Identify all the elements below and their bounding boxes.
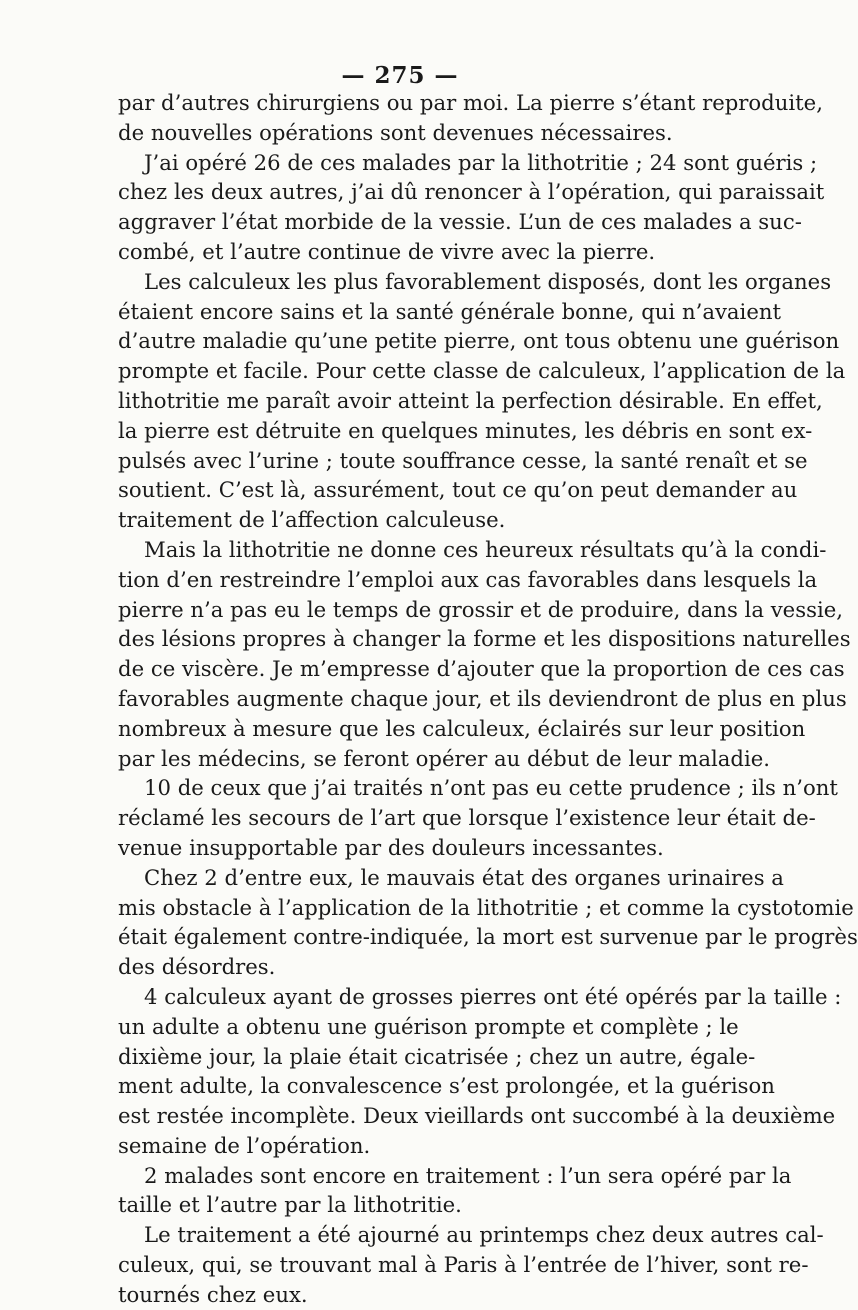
text-line: dixième jour, la plaie était cicatrisée ; chez un autre, égale- xyxy=(118,1043,756,1069)
text-line: tournés chez eux. xyxy=(118,1281,308,1307)
text-line: 4 calculeux ayant de grosses pierres ont été opérés par la taille : xyxy=(144,983,842,1009)
paragraph xyxy=(118,773,838,862)
text-line: d’autre maladie qu’une petite pierre, ont tous obtenu une guérison xyxy=(118,328,840,354)
text-line: semaine de l’opération. xyxy=(118,1132,371,1158)
text-line: Le traitement a été ajourné au printemps chez deux autres cal- xyxy=(144,1222,824,1248)
text-line: culeux, qui, se trouvant mal à Paris à l’entrée de l’hiver, sont re- xyxy=(118,1252,809,1278)
text-line: est restée incomplète. Deux vieillards ont succombé à la deuxième xyxy=(118,1103,836,1129)
text-line: pulsés avec l’urine ; toute souffrance cesse, la santé renaît et se xyxy=(118,447,808,473)
text-line: Mais la lithotritie ne donne ces heureux résultats qu’à la condi- xyxy=(144,536,827,562)
text-line: Les calculeux les plus favorablement disposés, dont les organes xyxy=(144,268,832,294)
paragraph xyxy=(118,1220,824,1309)
paragraph xyxy=(118,148,825,267)
text-line: pierre n’a pas eu le temps de grossir et de produire, dans la vessie, xyxy=(118,596,843,622)
text-line: lithotritie me paraît avoir atteint la perfection désirable. En effet, xyxy=(118,387,823,413)
text-line: de ce viscère. Je m’empresse d’ajouter que la proportion de ces cas xyxy=(118,656,845,682)
text-line: étaient encore sains et la santé générale bonne, qui n’avaient xyxy=(118,298,782,324)
text-line: tion d’en restreindre l’emploi aux cas favorables dans lesquels la xyxy=(118,566,818,592)
paragraph xyxy=(118,863,858,982)
text-line: favorables augmente chaque jour, et ils deviendront de plus en plus xyxy=(118,685,847,711)
text-line: chez les deux autres, j’ai dû renoncer à l’opération, qui paraissait xyxy=(118,179,825,205)
text-line: nombreux à mesure que les calculeux, éclairés sur leur position xyxy=(118,715,806,741)
paragraph xyxy=(118,267,846,535)
paragraph xyxy=(118,1161,792,1221)
page-number: — 275 — xyxy=(341,62,459,89)
text-line: prompte et facile. Pour cette classe de calculeux, l’application de la xyxy=(118,358,846,384)
text-line: aggraver l’état morbide de la vessie. L’un de ces malades a suc- xyxy=(118,209,802,235)
text-line: traitement de l’affection calculeuse. xyxy=(118,507,506,533)
text-line: la pierre est détruite en quelques minutes, les débris en sont ex- xyxy=(118,417,813,443)
text-line: 2 malades sont encore en traitement : l’un sera opéré par la xyxy=(144,1162,792,1188)
text-line: des lésions propres à changer la forme et les dispositions naturelles xyxy=(118,626,851,652)
text-line: était également contre-indiquée, la mort est survenue par le progrès xyxy=(118,924,858,950)
paragraph xyxy=(118,982,842,1161)
text-line: J’ai opéré 26 de ces malades par la lithotritie ; 24 sont guéris ; xyxy=(144,149,818,175)
text-line: combé, et l’autre continue de vivre avec la pierre. xyxy=(118,238,656,264)
text-line: venue insupportable par des douleurs incessantes. xyxy=(118,834,664,860)
body-text xyxy=(118,88,858,1310)
text-line: Chez 2 d’entre eux, le mauvais état des organes urinaires a xyxy=(144,864,784,890)
paragraph xyxy=(118,88,823,148)
text-line: par d’autres chirurgiens ou par moi. La pierre s’étant reproduite, xyxy=(118,90,823,115)
text-line: soutient. C’est là, assurément, tout ce qu’on peut demander au xyxy=(118,477,798,503)
text-line: réclamé les secours de l’art que lorsque l’existence leur était de- xyxy=(118,805,816,831)
text-line: par les médecins, se feront opérer au début de leur maladie. xyxy=(118,745,771,771)
paragraph xyxy=(118,535,851,773)
text-line: 10 de ceux que j’ai traités n’ont pas eu cette prudence ; ils n’ont xyxy=(144,775,838,801)
text-line: un adulte a obtenu une guérison prompte et complète ; le xyxy=(118,1013,739,1039)
text-line: taille et l’autre par la lithotritie. xyxy=(118,1192,462,1218)
text-line: mis obstacle à l’application de la lithotritie ; et comme la cystotomie xyxy=(118,894,854,920)
text-line: de nouvelles opérations sont devenues nécessaires. xyxy=(118,119,673,145)
text-line: ment adulte, la convalescence s’est prolongée, et la guérison xyxy=(118,1073,775,1099)
text-line: des désordres. xyxy=(118,954,276,980)
